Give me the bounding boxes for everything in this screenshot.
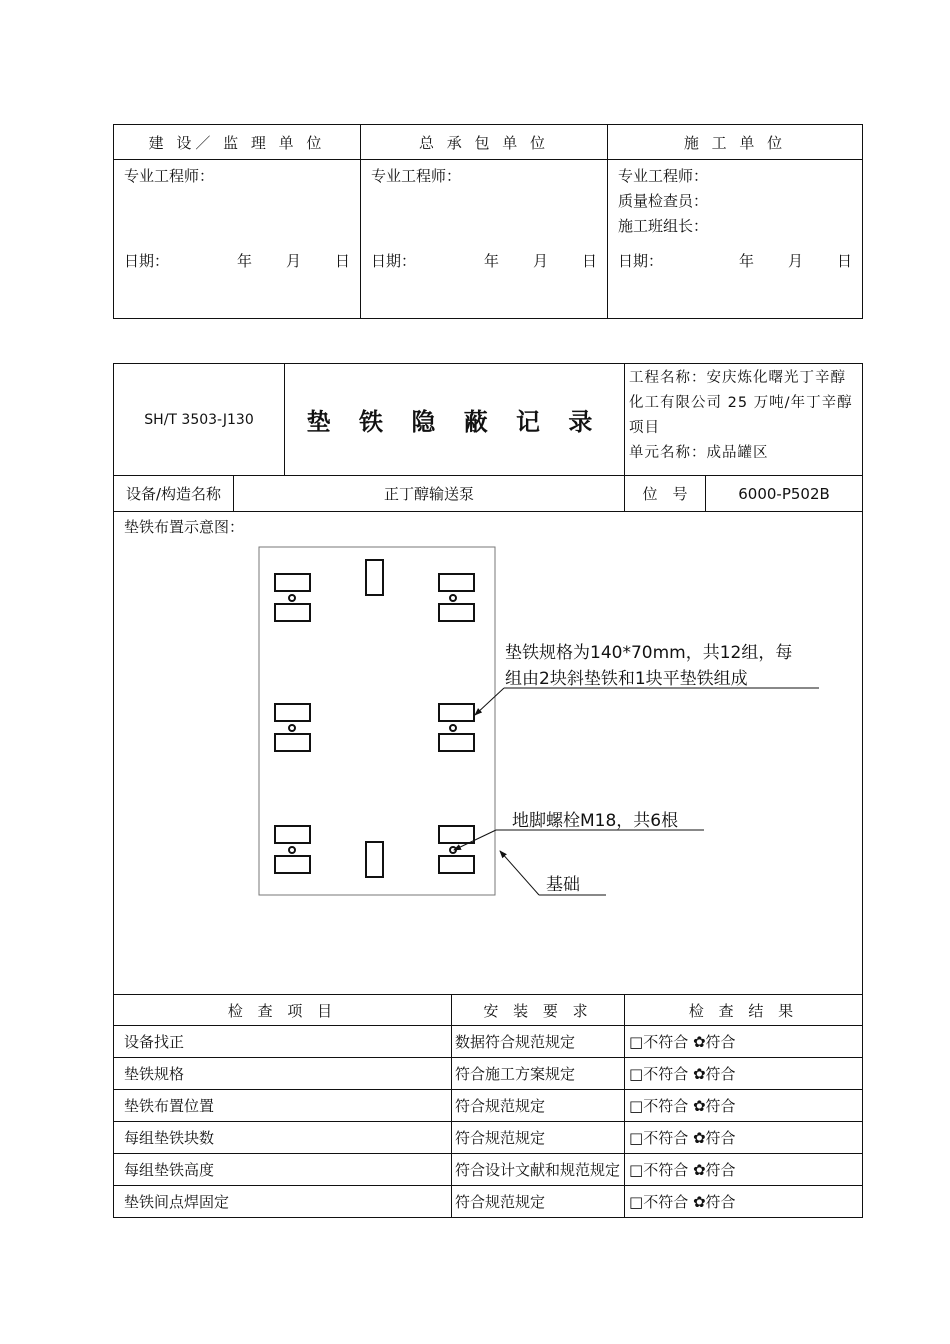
equipment-value: 正丁醇输送泵 <box>234 476 625 512</box>
form-code: SH/T 3503-J130 <box>114 364 285 476</box>
shim-layout-diagram <box>114 512 863 994</box>
header-construction-unit: 施 工 单 位 <box>608 125 863 160</box>
engineer-label: 专业工程师： <box>618 167 709 185</box>
shim-group-block <box>439 704 474 721</box>
anchor-bolt <box>289 595 295 601</box>
date-line <box>618 249 852 274</box>
check-result[interactable]: □不符合 ✿符合 <box>625 1058 863 1090</box>
day-label: 日 <box>334 252 350 270</box>
header-general-contractor: 总 承 包 单 位 <box>361 125 608 160</box>
engineer-label: 专业工程师： <box>124 167 215 185</box>
header-check-item: 检 查 项 目 <box>114 995 452 1026</box>
signature-table <box>113 124 863 319</box>
shim-note-line1: 垫铁规格为140*70mm，共12组，每 <box>505 643 793 663</box>
diagram-label: 垫铁布置示意图： <box>124 518 245 536</box>
month-label: 月 <box>532 252 548 270</box>
shim-record-table <box>113 363 863 1218</box>
foundation-note: 基础 <box>546 875 580 895</box>
table-row <box>114 1090 863 1122</box>
contractor-sign-cell <box>361 160 608 319</box>
day-label: 日 <box>581 252 597 270</box>
check-item: 每组垫铁块数 <box>114 1122 452 1154</box>
shim-group-block <box>439 574 474 591</box>
project-name: 工程名称：安庆炼化曙光丁辛醇化工有限公司 25 万吨/年丁辛醇项目 <box>629 370 853 436</box>
check-requirement: 数据符合规范规定 <box>452 1026 625 1058</box>
month-label: 月 <box>787 252 803 270</box>
form-title: 垫 铁 隐 蔽 记 录 <box>285 364 625 476</box>
table-row <box>114 1026 863 1058</box>
position-label: 位 号 <box>625 476 706 512</box>
table-row <box>114 1122 863 1154</box>
shim-group-block <box>366 560 383 595</box>
year-label: 年 <box>738 252 754 270</box>
table-row <box>114 1154 863 1186</box>
anchor-bolt <box>289 725 295 731</box>
shim-group-block <box>439 826 474 843</box>
header-requirement: 安 装 要 求 <box>452 995 625 1026</box>
shim-group-block <box>439 604 474 621</box>
date-line <box>371 249 597 274</box>
check-item: 设备找正 <box>114 1026 452 1058</box>
check-requirement: 符合设计文献和规范规定 <box>452 1154 625 1186</box>
shim-group-block <box>275 826 310 843</box>
shim-group-block <box>275 704 310 721</box>
check-item: 垫铁布置位置 <box>114 1090 452 1122</box>
check-requirement: 符合规范规定 <box>452 1090 625 1122</box>
header-result: 检 查 结 果 <box>625 995 863 1026</box>
year-label: 年 <box>236 252 252 270</box>
check-result[interactable]: □不符合 ✿符合 <box>625 1186 863 1218</box>
check-result[interactable]: □不符合 ✿符合 <box>625 1026 863 1058</box>
check-result[interactable]: □不符合 ✿符合 <box>625 1122 863 1154</box>
shim-group-block <box>275 574 310 591</box>
diagram-area <box>114 512 863 995</box>
date-line <box>124 249 350 274</box>
table-row <box>114 1186 863 1218</box>
check-item: 每组垫铁高度 <box>114 1154 452 1186</box>
check-requirement: 符合施工方案规定 <box>452 1058 625 1090</box>
anchor-bolt <box>450 595 456 601</box>
leader-arrow-shim <box>475 688 504 715</box>
header-supervision-unit: 建 设／ 监 理 单 位 <box>114 125 361 160</box>
check-requirement: 符合规范规定 <box>452 1122 625 1154</box>
date-label: 日期： <box>618 252 664 270</box>
check-item: 垫铁规格 <box>114 1058 452 1090</box>
shim-group-block <box>366 842 383 877</box>
shim-group-block <box>439 734 474 751</box>
team-leader-label: 施工班组长： <box>618 217 709 235</box>
table-row <box>114 1058 863 1090</box>
project-info <box>625 364 863 476</box>
check-result[interactable]: □不符合 ✿符合 <box>625 1154 863 1186</box>
shim-group-block <box>439 856 474 873</box>
date-label: 日期： <box>124 252 170 270</box>
shim-group-block <box>275 734 310 751</box>
position-value: 6000-P502B <box>706 476 863 512</box>
year-label: 年 <box>483 252 499 270</box>
bolt-note: 地脚螺栓M18，共6根 <box>512 811 679 831</box>
inspector-label: 质量检查员： <box>618 192 709 210</box>
shim-group-block <box>275 604 310 621</box>
supervision-sign-cell <box>114 160 361 319</box>
shim-note-line2: 组由2块斜垫铁和1块平垫铁组成 <box>505 669 748 689</box>
leader-arrow-foundation <box>500 851 539 895</box>
shim-group-block <box>275 856 310 873</box>
equipment-label: 设备/构造名称 <box>114 476 234 512</box>
month-label: 月 <box>285 252 301 270</box>
check-requirement: 符合规范规定 <box>452 1186 625 1218</box>
anchor-bolt <box>450 725 456 731</box>
construction-sign-cell <box>608 160 863 319</box>
date-label: 日期： <box>371 252 417 270</box>
anchor-bolt <box>289 847 295 853</box>
engineer-label: 专业工程师： <box>371 167 462 185</box>
check-item: 垫铁间点焊固定 <box>114 1186 452 1218</box>
check-result[interactable]: □不符合 ✿符合 <box>625 1090 863 1122</box>
day-label: 日 <box>836 252 852 270</box>
unit-name: 单元名称：成品罐区 <box>629 445 769 461</box>
